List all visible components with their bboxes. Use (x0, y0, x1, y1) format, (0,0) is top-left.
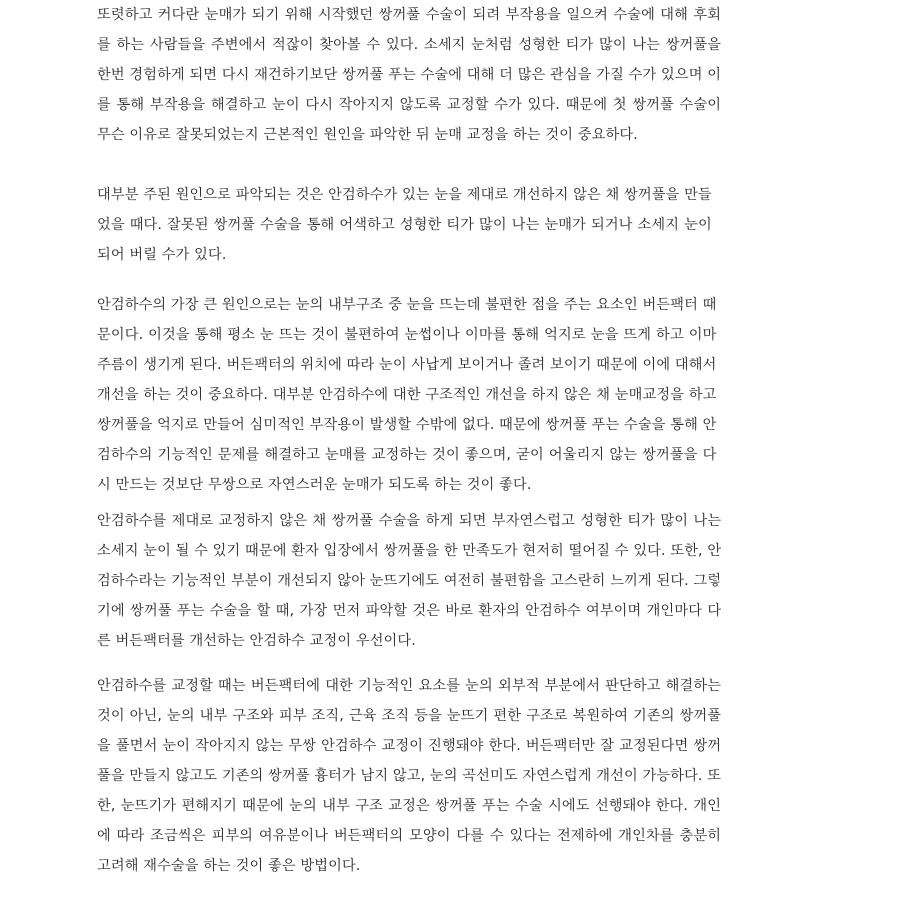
paragraph-line: 또렷하고 커다란 눈매가 되기 위해 시작했던 쌍꺼풀 수술이 되려 부작용을 일으켜 수술에 대해 후회 (97, 7, 722, 23)
paragraph-line: 대부분 주된 원인으로 파악되는 것은 안검하수가 있는 눈을 제대로 개선하지 않은 채 쌍꺼풀을 만들 (97, 187, 712, 203)
paragraph-line: 되어 버릴 수가 있다. (97, 247, 227, 263)
paragraph-line: 에 따라 조금씩은 피부의 여유분이나 버든팩터의 모양이 다를 수 있다는 전제하에 개인차를 충분히 (97, 828, 722, 844)
paragraph-line: 것이 아닌, 눈의 내부 구조와 피부 조직, 근육 조직 등을 눈뜨기 편한 구조로 복원하여 기존의 쌍꺼풀 (97, 708, 722, 724)
paragraph-3 (97, 290, 716, 500)
paragraph-line: 안검하수를 제대로 교정하지 않은 채 쌍꺼풀 수술을 하게 되면 부자연스럽고 성형한 티가 많이 나는 (97, 513, 722, 529)
paragraph-line: 고려해 재수술을 하는 것이 좋은 방법이다. (97, 858, 361, 874)
paragraph-4 (97, 506, 721, 656)
paragraph-line: 개선을 하는 것이 중요하다. 대부분 안검하수에 대한 구조적인 개선을 하지 않은 채 눈매교정을 하고 (97, 387, 717, 403)
paragraph-line: 문이다. 이것을 통해 평소 눈 뜨는 것이 불편하여 눈썹이나 이마를 통해 억지로 눈을 뜨게 하고 이마 (97, 327, 717, 343)
paragraph-line: 무슨 이유로 잘못되었는지 근본적인 원인을 파악한 뒤 눈매 교정을 하는 것이 중요하다. (97, 127, 638, 143)
paragraph-5 (97, 671, 721, 881)
paragraph-line: 을 풀면서 눈이 작아지지 않는 무쌍 안검하수 교정이 진행돼야 한다. 버든팩터만 잘 교정된다면 쌍꺼 (97, 738, 722, 754)
paragraph-line: 소세지 눈이 될 수 있기 때문에 환자 입장에서 쌍꺼풀을 한 만족도가 현저히 떨어질 수 있다. 또한, 안 (97, 543, 722, 559)
paragraph-line: 안검하수의 가장 큰 원인으로는 눈의 내부구조 중 눈을 뜨는데 불편한 점을 주는 요소인 버든팩터 때 (97, 297, 717, 313)
paragraph-2 (97, 180, 712, 270)
paragraph-line: 시 만드는 것보단 무쌍으로 자연스러운 눈매가 되도록 하는 것이 좋다. (97, 477, 532, 493)
paragraph-line: 쌍꺼풀을 억지로 만들어 심미적인 부작용이 발생할 수밖에 없다. 때문에 쌍꺼풀 푸는 수술을 통해 안 (97, 417, 717, 433)
paragraph-line: 를 통해 부작용을 해결하고 눈이 다시 작아지지 않도록 교정할 수가 있다. 때문에 첫 쌍꺼풀 수술이 (97, 97, 722, 113)
paragraph-line: 었을 때다. 잘못된 쌍꺼풀 수술을 통해 어색하고 성형한 티가 많이 나는 눈매가 되거나 소세지 눈이 (97, 217, 712, 233)
paragraph-line: 풀을 만들지 않고도 기존의 쌍꺼풀 흉터가 남지 않고, 눈의 곡선미도 자연스럽게 개선이 가능하다. 또 (97, 768, 722, 784)
paragraph-line: 주름이 생기게 된다. 버든팩터의 위치에 따라 눈이 사납게 보이거나 졸려 보이기 때문에 이에 대해서 (97, 357, 717, 373)
paragraph-1 (97, 0, 721, 150)
paragraph-line: 검하수의 기능적인 문제를 해결하고 눈매를 교정하는 것이 좋으며, 굳이 어울리지 않는 쌍꺼풀을 다 (97, 447, 717, 463)
paragraph-line: 안검하수를 교정할 때는 버든팩터에 대한 기능적인 요소를 눈의 외부적 부분에서 판단하고 해결하는 (97, 678, 722, 694)
paragraph-line: 한번 경험하게 되면 다시 재건하기보단 쌍꺼풀 푸는 수술에 대해 더 많은 관심을 가질 수가 있으며 이 (97, 67, 722, 83)
paragraph-line: 른 버든팩터를 개선하는 안검하수 교정이 우선이다. (97, 633, 416, 649)
paragraph-line: 기에 쌍꺼풀 푸는 수술을 할 때, 가장 먼저 파악할 것은 바로 환자의 안검하수 여부이며 개인마다 다 (97, 603, 722, 619)
paragraph-line: 검하수라는 기능적인 부분이 개선되지 않아 눈뜨기에도 여전히 불편함을 고스란히 느끼게 된다. 그렇 (97, 573, 722, 589)
paragraph-line: 한, 눈뜨기가 편해지기 때문에 눈의 내부 구조 교정은 쌍꺼풀 푸는 수술 시에도 선행돼야 한다. 개인 (97, 798, 722, 814)
paragraph-line: 를 하는 사람들을 주변에서 적잖이 찾아볼 수 있다. 소세지 눈처럼 성형한 티가 많이 나는 쌍꺼풀을 (97, 37, 722, 53)
